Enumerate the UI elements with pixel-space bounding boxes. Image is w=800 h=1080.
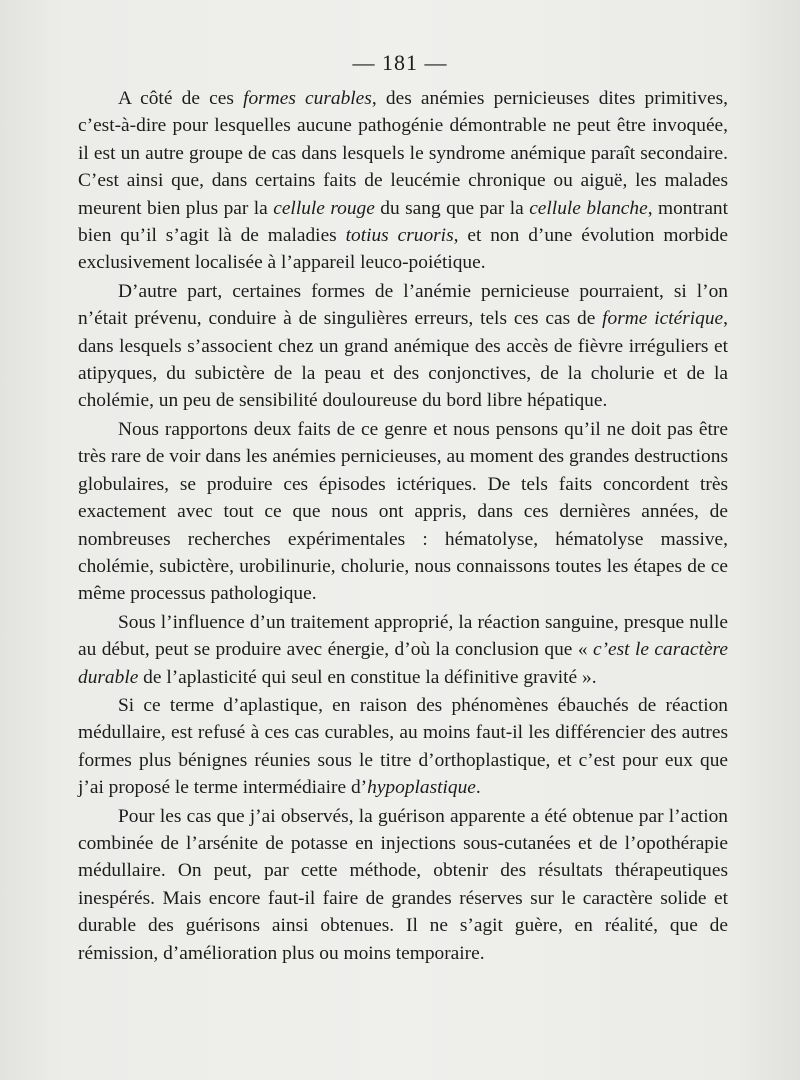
paragraph-2: [78, 278, 728, 415]
italic-term: cellule blanche: [529, 197, 648, 219]
text-segment: A côté de ces: [118, 88, 244, 109]
italic-term: forme ictérique: [602, 308, 724, 330]
text-segment: D’autre part, certaines formes de l’anémie pernicieuse pourraient, si l’on n’était prévenu, conduire à de singulières erreurs, tels ces cas de: [78, 280, 728, 330]
italic-term: cellule rouge: [273, 197, 375, 219]
italic-term: formes curables: [243, 88, 372, 109]
text-segment: , montrant bien qu’il s’agit là de maladies: [78, 197, 729, 247]
paragraph-4: [78, 609, 728, 691]
text-segment: de l’aplasticité qui seul en constitue la définitive gravité ».: [138, 666, 597, 688]
text-segment: Si ce terme d’aplastique, en raison des phénomènes ébauchés de réaction médullaire, est refusé à ces cas curables, au moins faut-il les différencier des autres formes plus bénignes réunies sous le titre d’orthoplastique, et c’est pour eux que j’ai proposé le terme intermédiaire d’: [78, 694, 728, 799]
text-segment: , dans lesquels s’associent chez un grand anémique des accès de fièvre irréguliers et atipyques, du subictère de la peau et des conjonctives, de la cholurie et de la cholémie, un peu de sensibilité douloureuse du bord libre hépatique.: [78, 308, 728, 412]
italic-term: c’est le caractère durable: [78, 639, 728, 688]
text-segment: du sang que par la: [374, 197, 530, 219]
text-segment: Pour les cas que j’ai observés, la guérison apparente a été obtenue par l’action combinée de l’arsénite de potasse en injections sous-cutanées et de l’opothérapie médullaire. On peut, par cette méthode, obtenir des résultats thérapeutiques inespérés. Mais encore faut-il faire de grandes réserves sur le caractère solide et durable des guérisons ainsi obtenues. Il ne s’agit guère, en réalité, que de rémission, d’amélioration plus ou moins temporaire.: [78, 805, 728, 964]
paragraph-5: [78, 692, 728, 802]
text-segment: , des anémies pernicieuses dites primitives, c’est-à-dire pour lesquelles aucune pathogénie démontrable ne peut être invoquée, il est un autre groupe de cas dans lesquels le syndrome anémique paraît secondaire. C’est ainsi que, dans certains faits de leucémie chronique ou aiguë, les malades meurent bien plus par la: [78, 88, 728, 219]
body-text: [78, 85, 728, 967]
paragraph-3: [78, 416, 728, 608]
text-segment: , et non d’une évolution morbide exclusivement localisée à l’appareil leuco-poiétique.: [78, 225, 728, 274]
text-segment: .: [475, 777, 481, 799]
paragraph-1: [78, 85, 728, 277]
page-number: — 181 —: [352, 50, 448, 75]
text-segment: Sous l’influence d’un traitement approprié, la réaction sanguine, presque nulle au début, peut se produire avec énergie, d’où la conclusion que «: [78, 611, 728, 661]
text-segment: Nous rapportons deux faits de ce genre et nous pensons qu’il ne doit pas être très rare de voir dans les anémies pernicieuses, au moment des grandes destructions globulaires, se produire ces épisodes ictériques. De tels faits concordent très exactement avec tout ce que nous ont appris, dans ces dernières années, de nombreuses recherches expérimentales : hématolyse, hématolyse massive, cholémie, subictère, urobilinurie, cholurie, nous connaissons toutes les étapes de ce même processus pathologique.: [78, 418, 728, 605]
italic-term: hypoplastique: [367, 777, 476, 799]
italic-term: totius cruoris: [345, 225, 454, 247]
paragraph-6: [78, 803, 728, 967]
